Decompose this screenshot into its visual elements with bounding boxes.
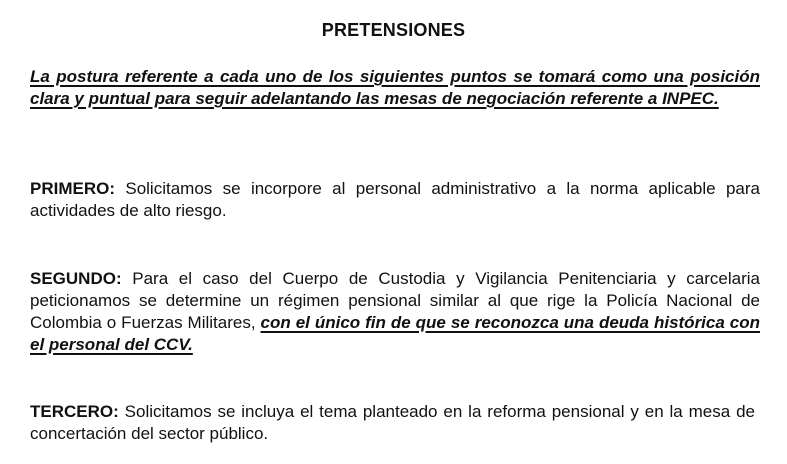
document-title: PRETENSIONES — [321, 20, 466, 40]
point-segundo — [30, 268, 760, 356]
point-text: Solicitamos se incorpore al personal administrativo a la norma aplicable para actividades de alto riesgo. — [30, 179, 760, 220]
point-primero — [30, 178, 760, 222]
point-label: TERCERO: — [30, 402, 119, 421]
point-text: Para el caso del Cuerpo de Custodia y Vigilancia Penitenciaria y carcelaria peticionamos se determine un régimen pensional similar al que rige la Policía Nacional de Colombia o Fuerzas Militares, — [30, 269, 760, 332]
intro-paragraph: La postura referente a cada uno de los siguientes puntos se tomará como una posición clara y puntual para seguir adelantando las mesas de negociación referente a INPEC. — [30, 67, 760, 108]
point-tercero — [30, 401, 755, 445]
point-emphasis: con el único fin de que se reconozca una deuda histórica con el personal del CCV. — [30, 313, 760, 354]
point-text: Solicitamos se incluya el tema planteado en la reforma pensional y en la mesa de concertación del sector público. — [30, 402, 755, 443]
point-label: SEGUNDO: — [30, 269, 122, 288]
point-label: PRIMERO: — [30, 179, 115, 198]
